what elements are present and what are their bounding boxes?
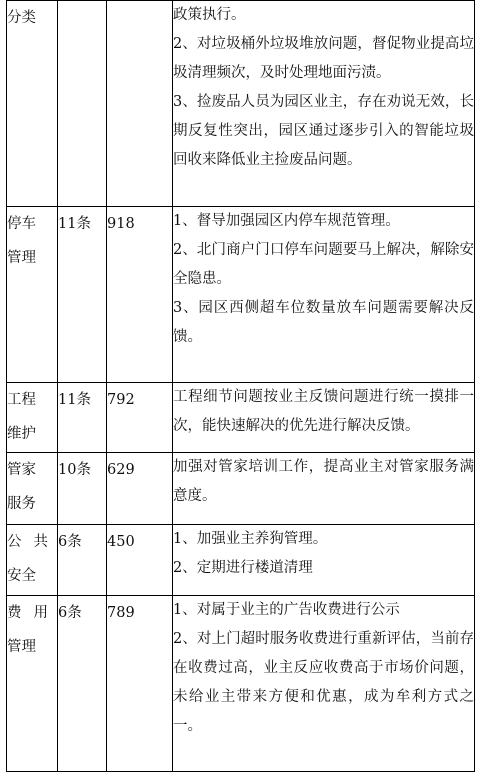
measures-cell [173, 453, 475, 525]
count-cell: 6条 [58, 596, 107, 772]
value-cell: 789 [107, 596, 173, 772]
measure-item: 政策执行。 [173, 7, 246, 23]
measure-item: 1、对属于业主的广告收费进行公示 [173, 602, 400, 618]
count-cell: 6条 [58, 525, 107, 596]
measure-item: 2、对上门超时服务收费进行重新评估，当前存在收费过高，业主反应收费高于市场价问题，未给业主带来方便和优惠，成为牟利方式之一。 [173, 631, 474, 734]
value-cell: 629 [107, 453, 173, 525]
count-cell [58, 1, 107, 207]
measure-item: 工程细节问题按业主反馈问题进行统一摸排一次，能快速解决的优先进行解决反馈。 [173, 389, 474, 434]
measures-cell [173, 207, 475, 383]
value-cell: 918 [107, 207, 173, 383]
measures-cell [173, 1, 475, 207]
feedback-table [6, 0, 475, 772]
table-row [7, 596, 475, 772]
category-cell [7, 596, 58, 772]
category-line: 服务 [7, 496, 36, 512]
category-line: 停车 [7, 216, 36, 232]
value-cell: 792 [107, 383, 173, 453]
category-line: 安全 [7, 568, 36, 584]
category-line: 分类 [7, 10, 36, 26]
table-row [7, 383, 475, 453]
measure-item: 加强对管家培训工作，提高业主对管家服务满意度。 [173, 459, 474, 504]
category-line: 维护 [7, 426, 36, 442]
category-line: 工程 [7, 392, 36, 408]
measures-cell [173, 383, 475, 453]
value-cell [107, 1, 173, 207]
category-line: 费用 [7, 605, 60, 621]
count-cell: 11条 [58, 207, 107, 383]
table-row [7, 525, 475, 596]
measure-item: 1、加强业主养狗管理。 [173, 531, 328, 547]
measure-item: 3、捡废品人员为园区业主，存在劝说无效，长期反复性突出，园区通过逐步引入的智能垃圾回收来降低业主捡废品问题。 [173, 94, 474, 168]
count-cell: 10条 [58, 453, 107, 525]
table-row [7, 207, 475, 383]
measure-item: 2、北门商户门口停车问题要马上解决，解除安全隐患。 [173, 242, 474, 287]
category-cell [7, 453, 58, 525]
category-cell [7, 525, 58, 596]
measures-cell [173, 596, 475, 772]
category-cell [7, 207, 58, 383]
category-line: 管理 [7, 639, 36, 655]
category-cell [7, 383, 58, 453]
measures-cell [173, 525, 475, 596]
count-cell: 11条 [58, 383, 107, 453]
table-row [7, 1, 475, 207]
category-line: 公共 [7, 534, 60, 550]
category-cell [7, 1, 58, 207]
measure-item: 2、对垃圾桶外垃圾堆放问题，督促物业提高垃圾清理频次，及时处理地面污渍。 [173, 36, 474, 81]
category-line: 管家 [7, 462, 36, 478]
measure-item: 2、定期进行楼道清理 [173, 560, 313, 576]
measure-item: 1、督导加强园区内停车规范管理。 [173, 213, 400, 229]
table-row [7, 453, 475, 525]
category-line: 管理 [7, 250, 36, 266]
measure-item: 3、园区西侧超车位数量放车问题需要解决反馈。 [173, 300, 474, 345]
value-cell: 450 [107, 525, 173, 596]
